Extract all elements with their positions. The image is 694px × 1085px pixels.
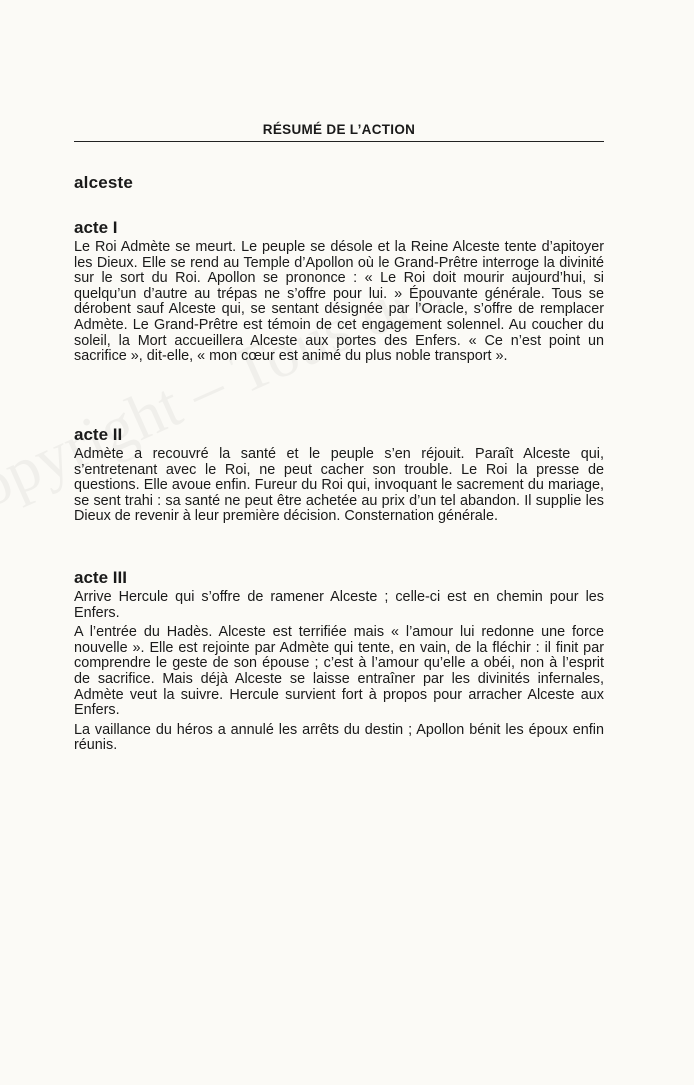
header-divider [74, 141, 604, 142]
work-title: alceste [74, 173, 134, 192]
act-3-heading: acte III [74, 568, 127, 587]
act-2-section [74, 425, 604, 529]
act-1-paragraph: Le Roi Admète se meurt. Le peuple se désole et la Reine Alceste tente d’apitoyer les Dieux. Elle se rend au Temple d’Apollon où le Grand-Prêtre interroge la divinité sur le sort du Roi. Apollon se prononce : « Le Roi doit mourir aujourd’hui, si quelqu’un d’autre au trépas ne s’offre pour lui. » Épouvante générale. Tous se dérobent sauf Alceste qui, se sentant désignée par l’Oracle, s’offre de remplacer Admète. Le Grand-Prêtre est témoin de cet engagement solennel. Au coucher du soleil, la Mort accueillera Alceste aux portes des Enfers. « Ce n’est point un sacrifice », dit-elle, « mon cœur est animé du plus noble transport ». [74, 239, 604, 365]
running-header: RÉSUMÉ DE L’ACTION [262, 122, 416, 137]
act-3-paragraph-3: La vaillance du héros a annulé les arrêts du destin ; Apollon bénit les époux enfin réunis. [74, 721, 604, 754]
act-1-heading: acte I [74, 218, 118, 237]
act-3-section [74, 568, 604, 758]
act-3-paragraph-1: Arrive Hercule qui s’offre de ramener Alceste ; celle-ci est en chemin pour les Enfers. [74, 589, 604, 621]
act-3-paragraph-2: A l’entrée du Hadès. Alceste est terrifiée mais « l’amour lui redonne une force nouvelle ». Elle est rejointe par Admète qui tente, en vain, de la fléchir : il finit par comprendre le geste de son épouse ; c’est à l’amour qu’elle a obéi, non à l’esprit de sacrifice. Mais déjà Alceste se laisse entraîner par les divinités infernales, Admète veut la suivre. Hercule survient fort à propos pour arracher Alceste aux Enfers. [74, 624, 604, 719]
act-2-paragraph: Admète a recouvré la santé et le peuple s’en réjouit. Paraît Alceste qui, s’entretenant avec le Roi, ne peut cacher son trouble. Le Roi la presse de questions. Elle avoue enfin. Fureur du Roi qui, invoquant le sacrement du mariage, se sent trahi : sa santé ne peut être achetée au prix d’un tel abandon. Il supplie les Dieux de revenir à leur première décision. Consternation générale. [74, 446, 604, 525]
act-1-section [74, 218, 604, 369]
act-2-heading: acte II [74, 425, 123, 444]
